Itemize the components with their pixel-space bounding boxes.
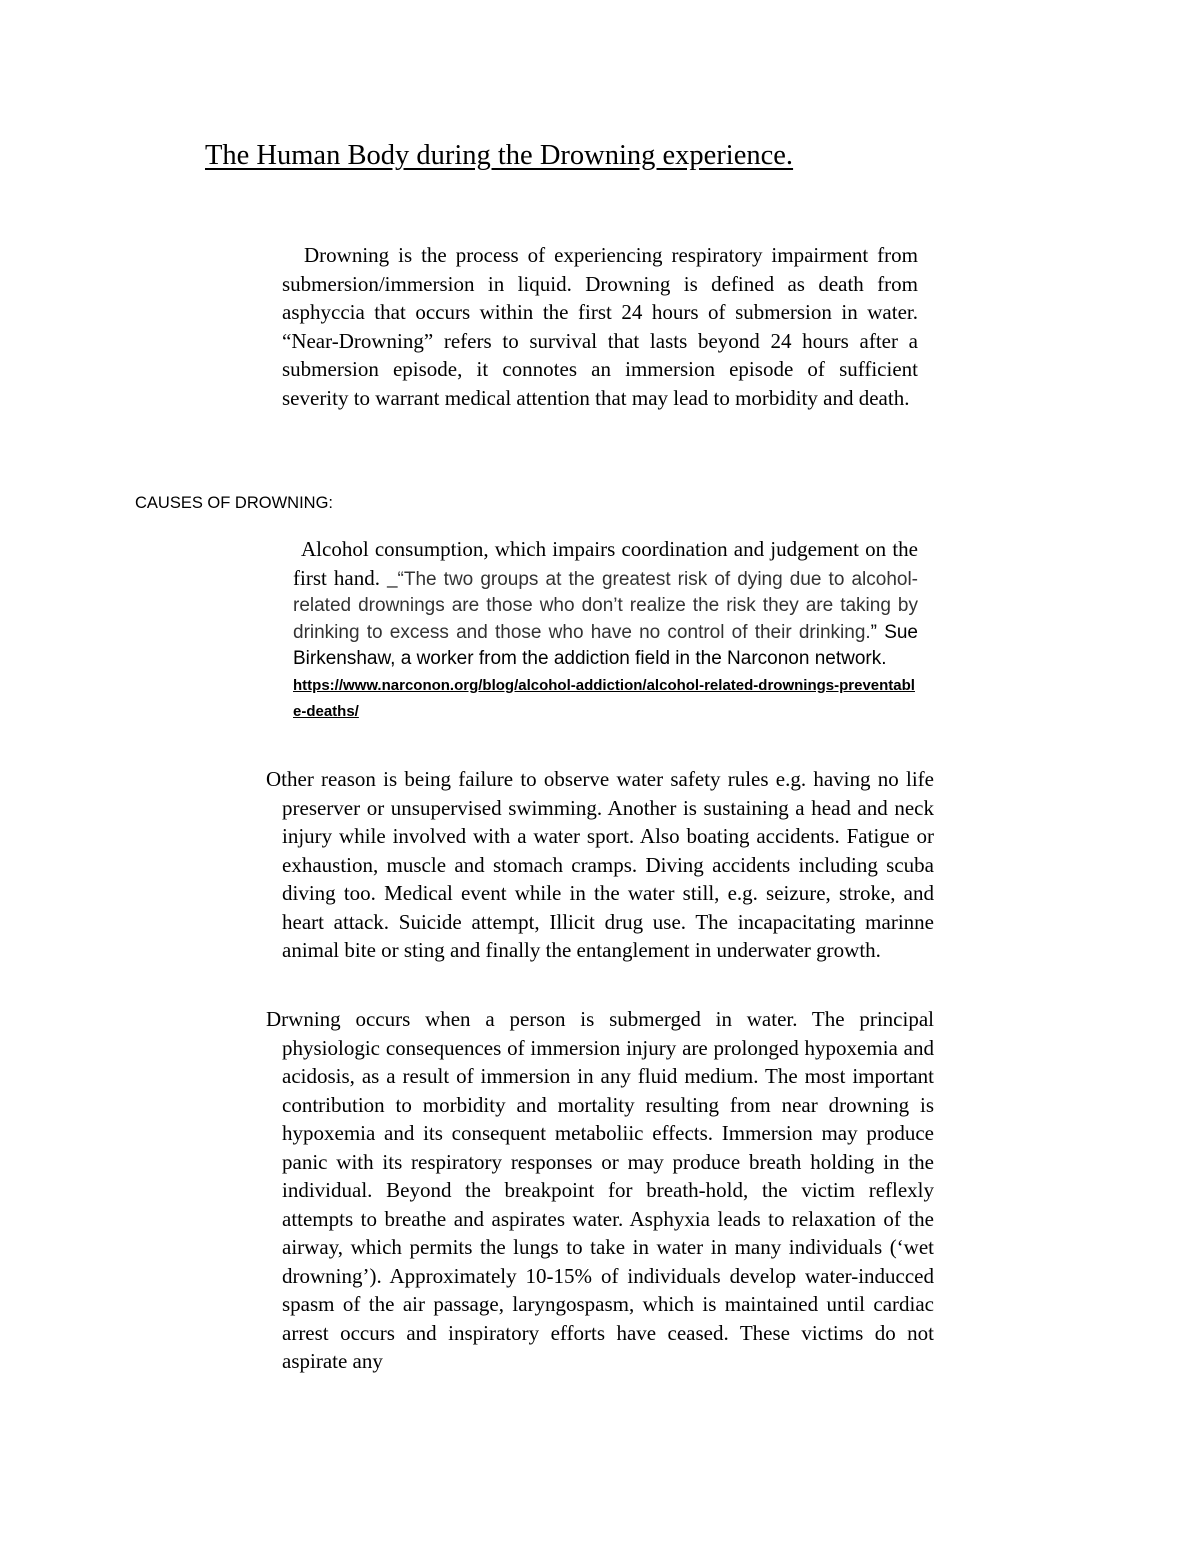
- alcohol-attribution: ” Sue Birkenshaw, a worker from the addiction field in the Narconon network.: [293, 621, 918, 669]
- page-title: The Human Body during the Drowning experience.: [205, 140, 794, 171]
- other-reasons-paragraph: Other reason is being failure to observe water safety rules e.g. having no life preserver or unsupervised swimming. Another is sustaining a head and neck injury while involved with a water sport. Also boating accidents. Fatigue or exhaustion, muscle and stomach cramps. Diving accidents including scuba diving too. Medical event while in the water still, e.g. seizure, stroke, and heart attack. Suicide attempt, Illicit drug use. The incapacitating marinne animal bite or sting and finally the entanglement in underwater growth.: [266, 767, 934, 962]
- alcohol-quote: “The two groups at the greatest risk of dying due to alcohol-related drownings are those who don’t realize the risk they are taking by drinking to excess and those who have no control of their drinking.: [293, 568, 919, 643]
- intro-paragraph: Drowning is the process of experiencing respiratory impairment from submersion/immersion in liquid. Drowning is defined as death from asphyccia that occurs within the first 24 hours of submersion in water. “Near-Drowning” refers to survival that lasts beyond 24 hours after a submersion episode, it connotes an immersion episode of sufficient severity to warrant medical attention that may lead to morbidity and death.: [282, 243, 918, 410]
- drwning-paragraph: Drwning occurs when a person is submerged in water. The principal physiologic consequences of immersion injury are prolonged hypoxemia and acidosis, as a result of immersion in any fluid medium. The most important contribution to morbidity and mortality resulting from near drowning is hypoxemia and its consequent metaboliic effects. Immersion may produce panic with its respiratory responses or may produce breath holding in the individual. Beyond the breakpoint for breath-hold, the victim reflexly attempts to breathe and aspirates water. Asphyxia leads to relaxation of the airway, which permits the lungs to take in water in many individuals (‘wet drowning’). Approximately 10-15% of individuals develop water-inducced spasm of the air passage, laryngospasm, which is maintained until cardiac arrest occurs and inspiratory efforts have ceased. These victims do not aspirate any: [266, 1007, 934, 1373]
- causes-heading: CAUSES OF DROWNING:: [135, 494, 334, 512]
- alcohol-separator: _: [379, 565, 398, 590]
- alcohol-paragraph: [293, 536, 918, 725]
- alcohol-lead-text: Alcohol consumption, which impairs coordination and judgement on the first hand.: [293, 537, 918, 590]
- source-link[interactable]: https://www.narconon.org/blog/alcohol-addiction/alcohol-related-drownings-preventable-deaths/: [293, 676, 915, 720]
